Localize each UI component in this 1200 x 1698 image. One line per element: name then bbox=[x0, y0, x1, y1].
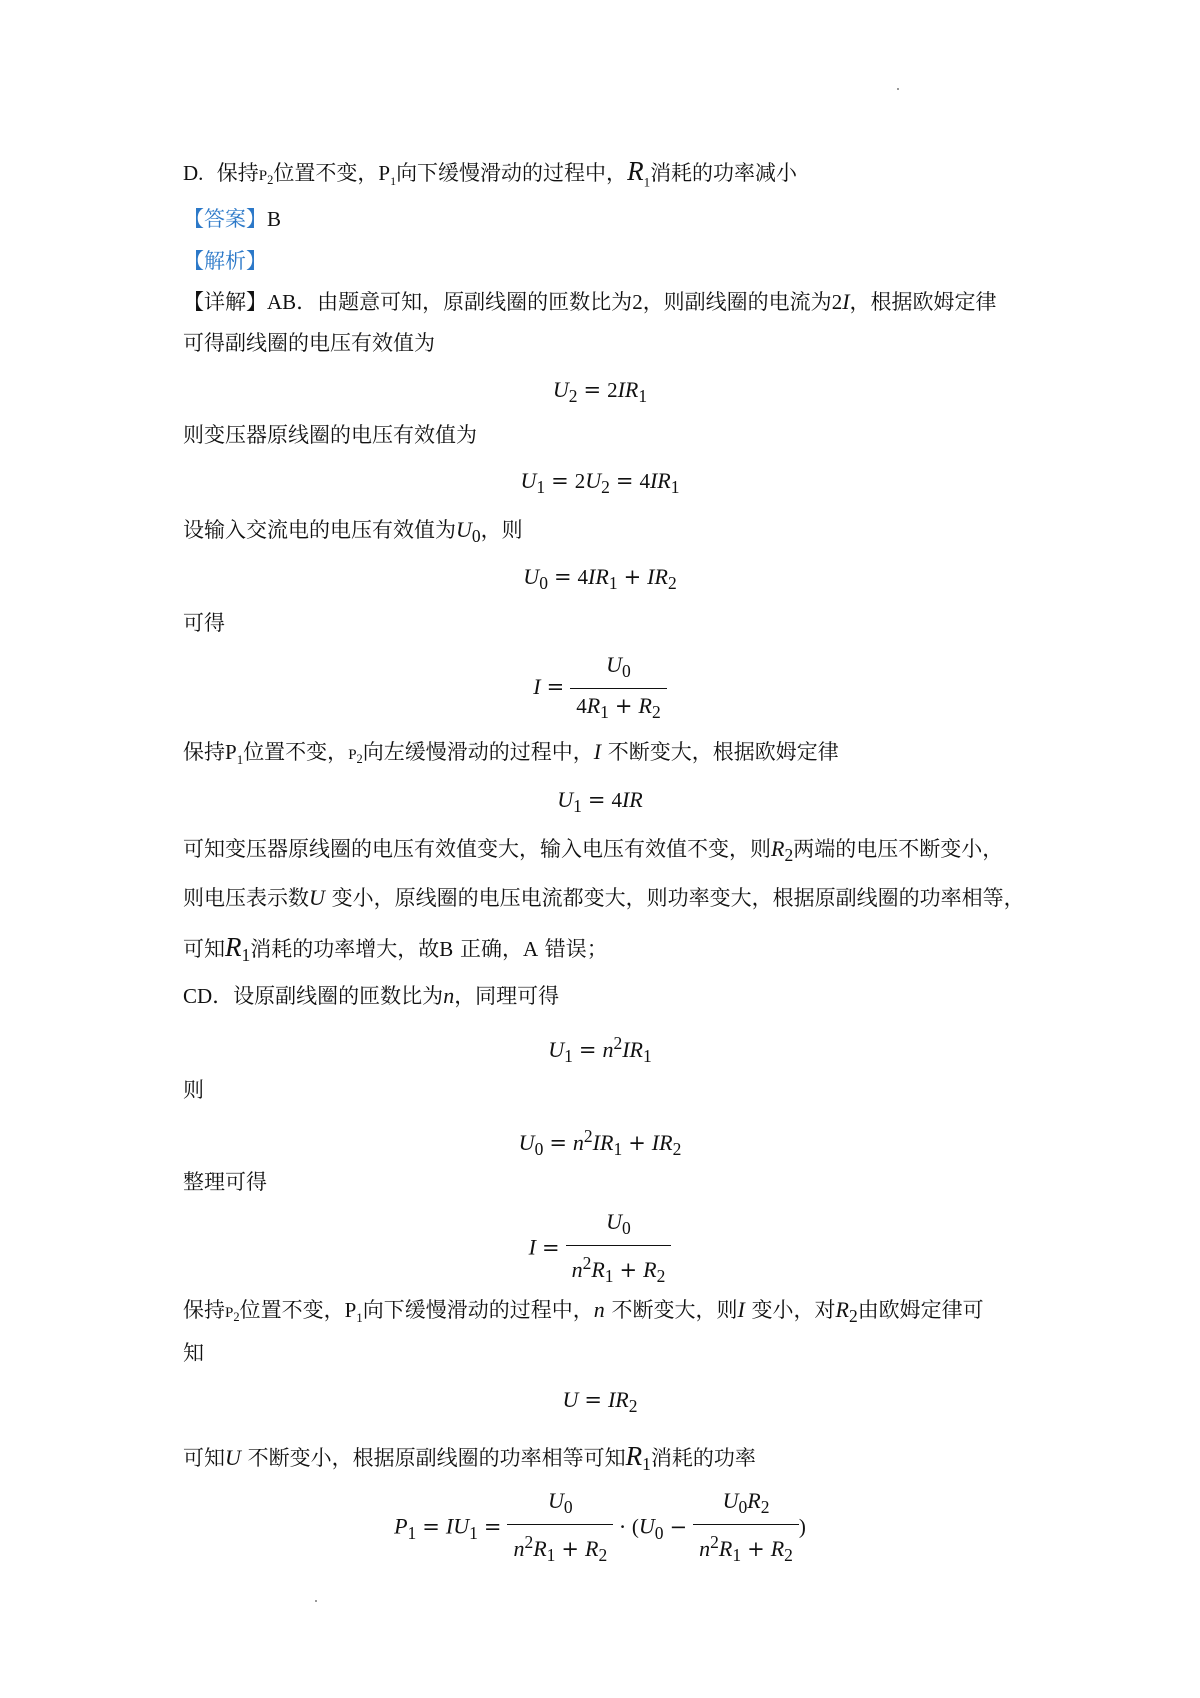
detail-line-2: 可得副线圈的电压有效值为 bbox=[183, 331, 435, 355]
detail-line-1: 【详解】AB．由题意可知，原副线圈的匝数比为2，则副线圈的电流为2I，根据欧姆定律 bbox=[183, 289, 997, 314]
scan-dot-top bbox=[897, 88, 899, 90]
analysis-label: 【解析】 bbox=[183, 249, 267, 273]
keep-p2-line-2: 知 bbox=[183, 1341, 204, 1365]
arrange-line: 整理可得 bbox=[183, 1170, 267, 1194]
answer-value: B bbox=[267, 207, 282, 231]
primary-voltage-line: 则变压器原线圈的电压有效值为 bbox=[183, 423, 477, 447]
obtain-line-1: 可得 bbox=[183, 611, 225, 635]
equation-u1: $U_1 = 2U_2 = 4IR_1$ bbox=[520, 468, 680, 498]
answer-label: 【答案】 bbox=[183, 207, 267, 231]
answer-line bbox=[183, 204, 281, 234]
conclusion-line-2: 则电压表示数U 变小，原线圈的电压电流都变大，则功率变大，根据原副线圈的功率相等， bbox=[183, 885, 1025, 910]
scan-dot-bottom bbox=[315, 1600, 317, 1602]
equation-i-fraction-1: I = $\frac{U_0}{4R_1 + R_2}$ bbox=[0, 648, 1200, 729]
keep-p1-line: 保持$P_1$位置不变，$P_2$向左缓慢滑动的过程中，I 不断变大，根据欧姆定律 bbox=[183, 739, 839, 768]
equation-u2: $U_2 = 2IR_1$ bbox=[552, 377, 648, 407]
cd-line: CD．设原副线圈的匝数比为n，同理可得 bbox=[183, 983, 560, 1008]
equation-p1: $P_1 = IU_1$ = $\frac{U_0}{n^2R_1 + R_2}$ · ($U_0$ − $\frac{U_0R_2}{n^2R_1 + R_2}$ ) bbox=[0, 1484, 1200, 1572]
equation-u1-n2: $U_1 = n^2IR_1$ bbox=[548, 1033, 652, 1067]
conclusion-line-3: 可知$R_1$消耗的功率增大，故B 正确，A 错误； bbox=[183, 932, 608, 966]
power-line: 可知U 不断变小，根据原副线圈的功率相等可知$R_1$消耗的功率 bbox=[183, 1441, 756, 1475]
equation-u0-n2: $U_0 = n^2IR_1 + IR_2$ bbox=[518, 1126, 682, 1160]
conclusion-line-1: 可知变压器原线圈的电压有效值变大，输入电压有效值不变，则$R_2$两端的电压不断变小， bbox=[183, 836, 1004, 866]
then-line: 则 bbox=[183, 1078, 204, 1102]
equation-u-ir2: $U = IR_2$ bbox=[562, 1387, 638, 1417]
equation-u1-4ir: $U_1 = 4IR$ bbox=[557, 787, 643, 817]
input-voltage-line: 设输入交流电的电压有效值为$U_0$，则 bbox=[183, 517, 523, 547]
keep-p2-line-1: 保持$P_2$位置不变，$P_1$向下缓慢滑动的过程中，n 不断变大，则I 变小，对$R_2$由欧姆定律可 bbox=[183, 1297, 984, 1327]
option-d: D. 保持$P_2$位置不变，$P_1$向下缓慢滑动的过程中，$R_1$消耗的功率减小 bbox=[183, 156, 798, 190]
equation-i-fraction-2: I = $\frac{U_0}{n^2R_1 + R_2}$ bbox=[0, 1205, 1200, 1293]
equation-u0: $U_0 = 4IR_1 + IR_2$ bbox=[523, 564, 677, 594]
